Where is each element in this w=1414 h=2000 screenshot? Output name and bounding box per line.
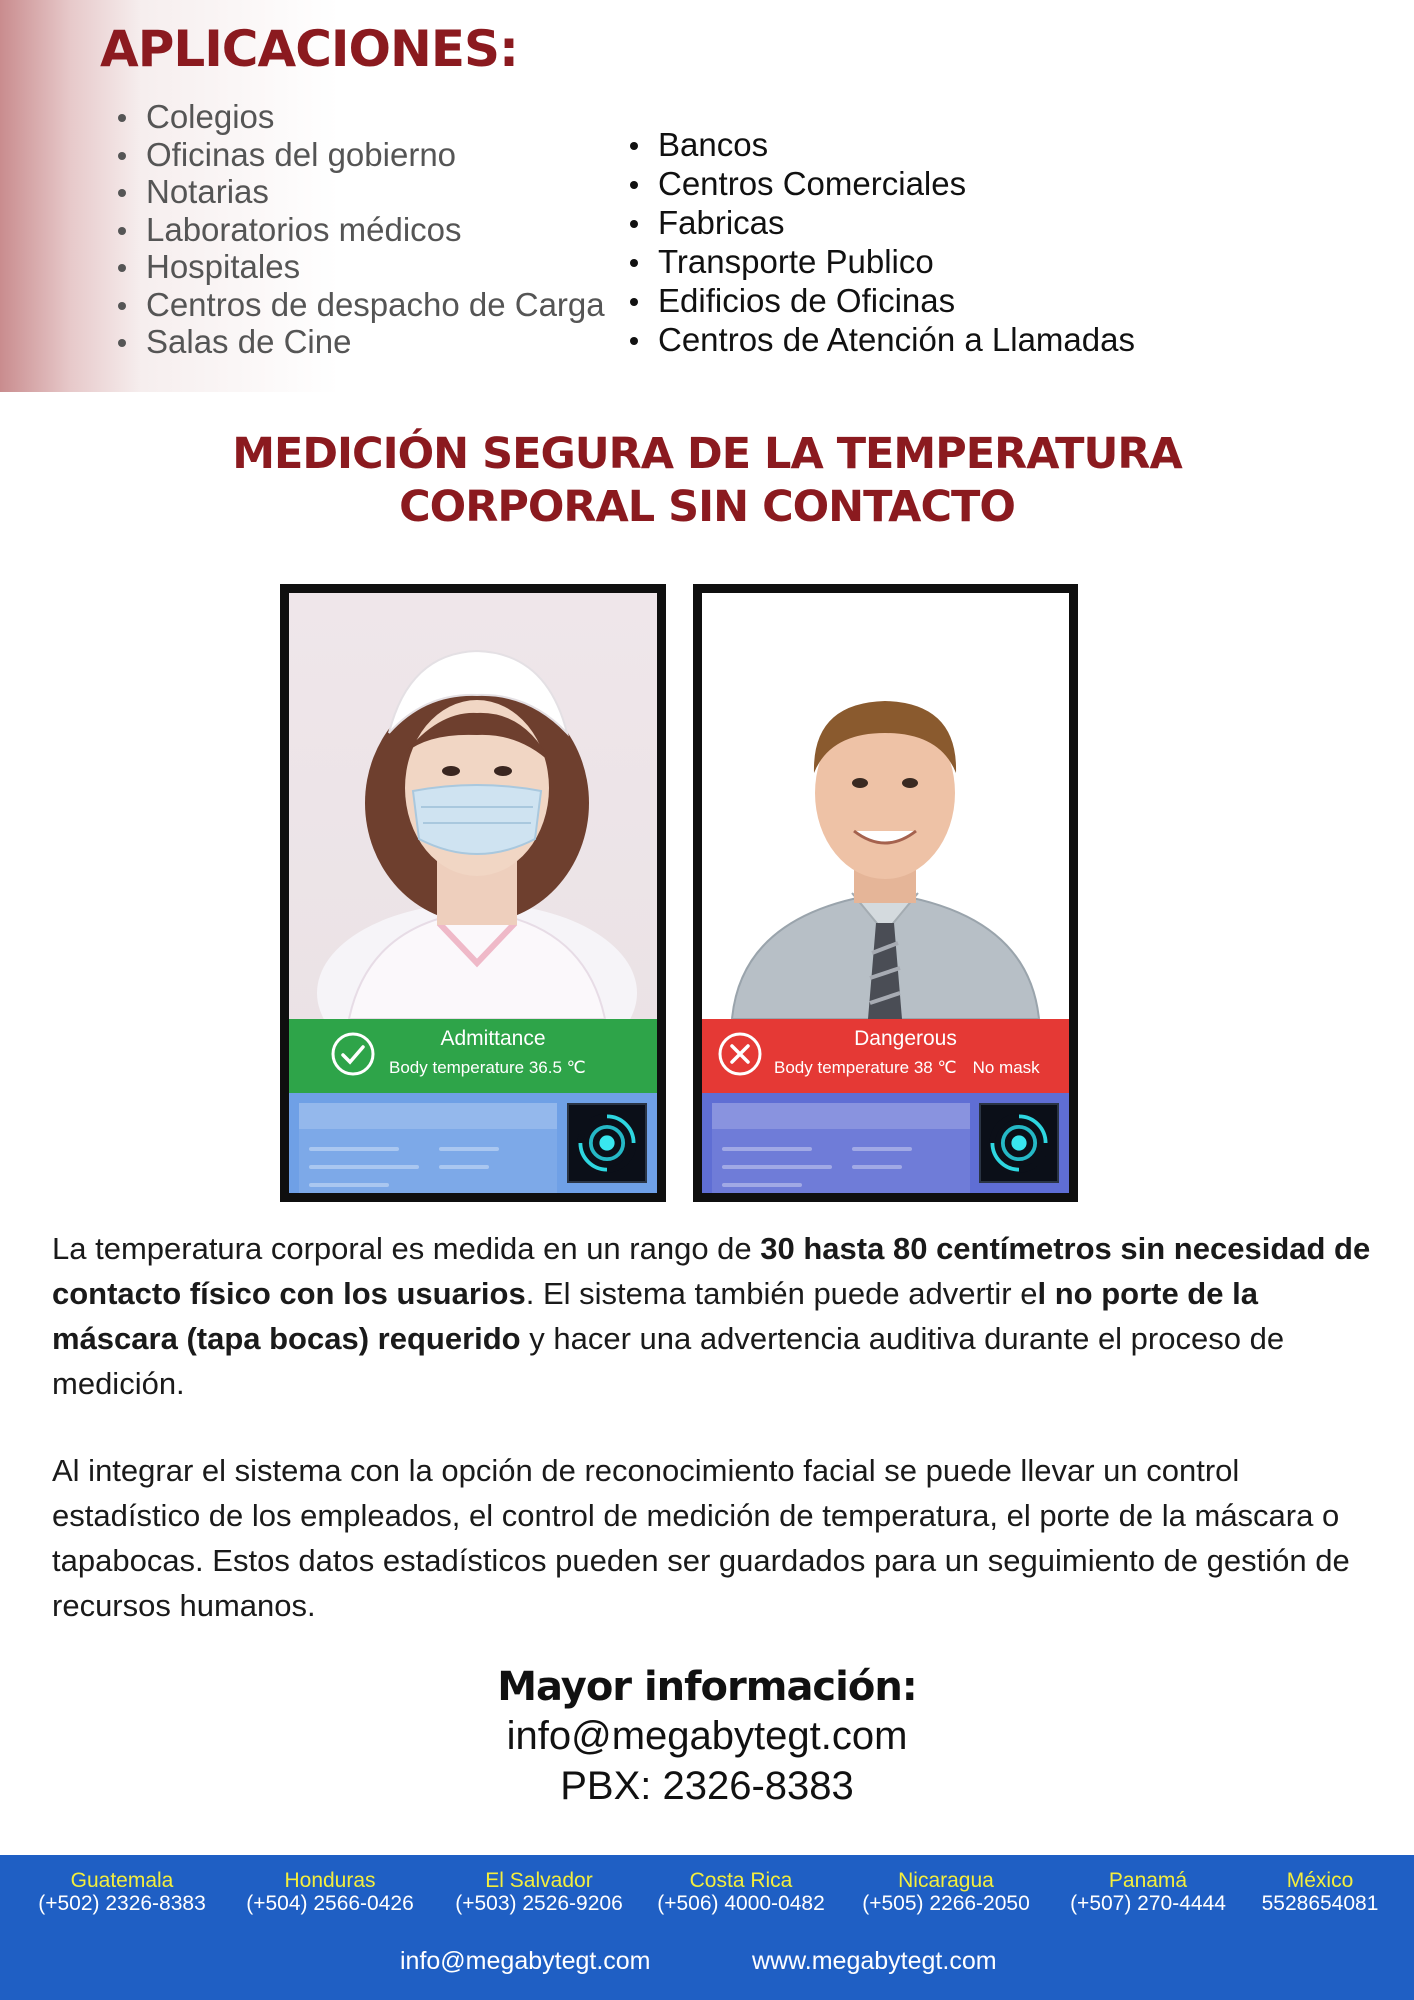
office-country: Guatemala bbox=[70, 1869, 174, 1892]
list-item: Bancos bbox=[626, 125, 1135, 164]
info-panel bbox=[702, 1093, 1069, 1193]
info-card bbox=[299, 1103, 557, 1193]
text-segment: y hacer una advertencia auditiva durante el proceso de medición. bbox=[52, 1321, 1285, 1401]
list-item: Oficinas del gobierno bbox=[114, 136, 605, 174]
list-item: Centros Comerciales bbox=[626, 164, 1135, 203]
footer bbox=[0, 1855, 1414, 2000]
list-item: Centros de Atención a Llamadas bbox=[626, 320, 1135, 359]
description-paragraph bbox=[52, 1226, 1372, 1406]
footer-email-link[interactable]: info@megabytegt.com bbox=[400, 1947, 651, 1975]
temperature-readout bbox=[774, 1058, 1040, 1078]
text-emphasis: l no porte de la máscara (tapa bocas) requerido bbox=[52, 1276, 1258, 1356]
footer-website-link[interactable]: www.megabytegt.com bbox=[752, 1947, 997, 1975]
list-item: Laboratorios médicos bbox=[114, 211, 605, 249]
list-item: Salas de Cine bbox=[114, 323, 605, 361]
device-screen-admittance bbox=[280, 584, 666, 1202]
office-phone[interactable]: (+507) 270-4444 bbox=[1070, 1892, 1226, 1915]
office-phone[interactable]: (+506) 4000-0482 bbox=[657, 1892, 825, 1915]
office-country: Honduras bbox=[284, 1869, 376, 1892]
device-display bbox=[702, 593, 1069, 1193]
office-mexico bbox=[1262, 1869, 1379, 1915]
status-bar-admittance bbox=[289, 1019, 657, 1093]
contact-phone: PBX: 2326-8383 bbox=[560, 1764, 854, 1808]
office-country: Costa Rica bbox=[689, 1869, 793, 1892]
office-phone[interactable]: (+505) 2266-2050 bbox=[862, 1892, 1030, 1915]
device-screen-dangerous bbox=[693, 584, 1078, 1202]
applications-list-right bbox=[626, 125, 1135, 359]
office-honduras bbox=[246, 1869, 414, 1915]
applications-list-left bbox=[114, 98, 605, 361]
office-phone[interactable]: (+503) 2526-9206 bbox=[455, 1892, 623, 1915]
office-phone[interactable]: (+504) 2566-0426 bbox=[246, 1892, 414, 1915]
status-label: Dangerous bbox=[854, 1027, 957, 1050]
face-scanner-icon bbox=[979, 1103, 1059, 1183]
face-scanner-icon bbox=[567, 1103, 647, 1183]
office-country: Panamá bbox=[1108, 1869, 1188, 1892]
person-photo-masked-nurse bbox=[289, 593, 657, 1019]
contact-email-link[interactable]: info@megabytegt.com bbox=[506, 1714, 908, 1758]
list-item: Fabricas bbox=[626, 203, 1135, 242]
text-emphasis: 30 hasta 80 centímetros sin necesidad de contacto físico con los usuarios bbox=[52, 1231, 1371, 1311]
office-costa-rica bbox=[657, 1869, 825, 1915]
status-bar-dangerous bbox=[702, 1019, 1069, 1093]
list-item: Hospitales bbox=[114, 248, 605, 286]
list-item: Edificios de Oficinas bbox=[626, 281, 1135, 320]
info-card bbox=[712, 1103, 970, 1193]
contact-title: Mayor información: bbox=[497, 1664, 917, 1710]
list-item: Colegios bbox=[114, 98, 605, 136]
text-segment: . El sistema también puede advertir e bbox=[525, 1276, 1038, 1311]
office-country: Nicaragua bbox=[898, 1869, 994, 1892]
temperature-value: Body temperature 38 ℃ bbox=[774, 1058, 957, 1077]
info-panel bbox=[289, 1093, 657, 1193]
facial-recognition-paragraph: Al integrar el sistema con la opción de reconocimiento facial se puede llevar un control estadístico de los empleados, el control de medición de temperatura, el porte de la máscara o tapabocas. Estos datos estadísticos pueden ser guardados para un seguimiento de gestión de recursos humanos. bbox=[52, 1453, 1350, 1623]
main-title-line-2: CORPORAL SIN CONTACTO bbox=[399, 482, 1015, 532]
office-phone[interactable]: 5528654081 bbox=[1261, 1892, 1379, 1915]
office-panama bbox=[1070, 1869, 1226, 1915]
list-item: Notarias bbox=[114, 173, 605, 211]
office-guatemala bbox=[38, 1869, 206, 1915]
applications-title: APLICACIONES: bbox=[100, 20, 519, 78]
status-label: Admittance bbox=[440, 1027, 546, 1050]
temperature-readout: Body temperature 36.5 ℃ bbox=[389, 1058, 586, 1077]
office-phone[interactable]: (+502) 2326-8383 bbox=[38, 1892, 206, 1915]
office-country: México bbox=[1286, 1869, 1354, 1892]
person-photo-man-no-mask bbox=[702, 593, 1069, 1019]
office-nicaragua bbox=[862, 1869, 1030, 1915]
list-item: Transporte Publico bbox=[626, 242, 1135, 281]
no-mask-warning: No mask bbox=[972, 1058, 1040, 1077]
main-title bbox=[0, 428, 1414, 534]
device-display bbox=[289, 593, 657, 1193]
list-item: Centros de despacho de Carga bbox=[114, 286, 605, 324]
office-country: El Salvador bbox=[485, 1869, 593, 1892]
office-el-salvador bbox=[455, 1869, 623, 1915]
text-segment: La temperatura corporal es medida en un rango de bbox=[52, 1231, 761, 1266]
main-title-line-1: MEDICIÓN SEGURA DE LA TEMPERATURA bbox=[232, 429, 1182, 479]
